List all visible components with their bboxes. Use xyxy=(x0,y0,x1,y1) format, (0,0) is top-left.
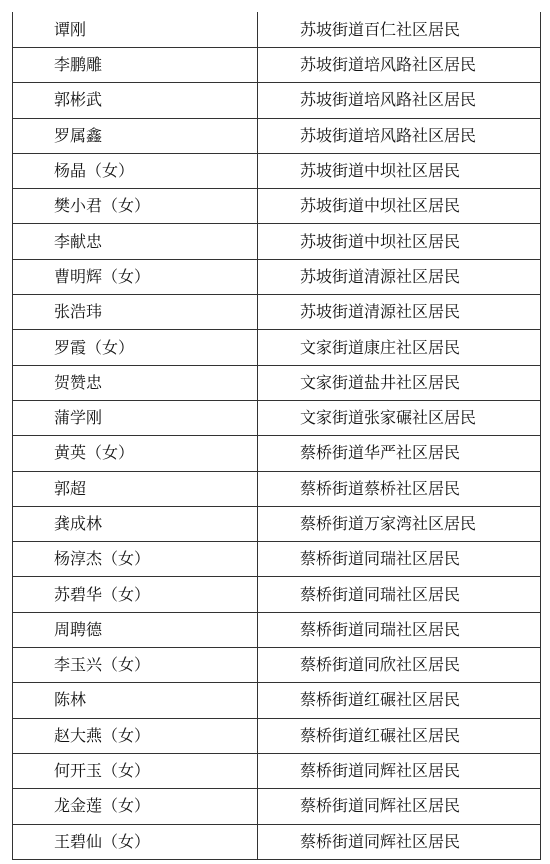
name-cell: 郭彬武 xyxy=(13,83,258,118)
name-cell: 郭超 xyxy=(13,471,258,506)
table-row xyxy=(13,753,541,788)
table-row xyxy=(13,400,541,435)
table-row xyxy=(13,118,541,153)
table-row xyxy=(13,224,541,259)
name-cell: 杨淳杰（女） xyxy=(13,542,258,577)
address-cell: 文家街道盐井社区居民 xyxy=(258,365,541,400)
roster-table-body xyxy=(13,12,541,859)
name-cell: 王碧仙（女） xyxy=(13,824,258,859)
name-cell: 黄英（女） xyxy=(13,436,258,471)
address-cell: 蔡桥街道同瑞社区居民 xyxy=(258,577,541,612)
name-cell: 曹明辉（女） xyxy=(13,259,258,294)
table-row xyxy=(13,506,541,541)
address-cell: 蔡桥街道万家湾社区居民 xyxy=(258,506,541,541)
name-cell: 罗霞（女） xyxy=(13,330,258,365)
name-cell: 李鹏雕 xyxy=(13,48,258,83)
address-cell: 苏坡街道培风路社区居民 xyxy=(258,83,541,118)
table-row xyxy=(13,789,541,824)
roster-table-container xyxy=(12,12,541,860)
address-cell: 蔡桥街道同辉社区居民 xyxy=(258,824,541,859)
table-row xyxy=(13,48,541,83)
table-row xyxy=(13,542,541,577)
table-row xyxy=(13,153,541,188)
name-cell: 贺赞忠 xyxy=(13,365,258,400)
table-row xyxy=(13,718,541,753)
address-cell: 蔡桥街道同欣社区居民 xyxy=(258,648,541,683)
address-cell: 蔡桥街道同瑞社区居民 xyxy=(258,542,541,577)
address-cell: 苏坡街道清源社区居民 xyxy=(258,295,541,330)
table-row xyxy=(13,824,541,859)
address-cell: 蔡桥街道红碾社区居民 xyxy=(258,683,541,718)
address-cell: 蔡桥街道同瑞社区居民 xyxy=(258,612,541,647)
name-cell: 蒲学刚 xyxy=(13,400,258,435)
address-cell: 苏坡街道清源社区居民 xyxy=(258,259,541,294)
name-cell: 赵大燕（女） xyxy=(13,718,258,753)
address-cell: 苏坡街道中坝社区居民 xyxy=(258,224,541,259)
table-row xyxy=(13,612,541,647)
table-row xyxy=(13,683,541,718)
address-cell: 苏坡街道中坝社区居民 xyxy=(258,189,541,224)
name-cell: 周聘德 xyxy=(13,612,258,647)
table-row xyxy=(13,295,541,330)
name-cell: 何开玉（女） xyxy=(13,753,258,788)
name-cell: 龙金莲（女） xyxy=(13,789,258,824)
name-cell: 陈林 xyxy=(13,683,258,718)
name-cell: 罗属鑫 xyxy=(13,118,258,153)
roster-table xyxy=(12,12,541,860)
address-cell: 蔡桥街道同辉社区居民 xyxy=(258,789,541,824)
name-cell: 张浩玮 xyxy=(13,295,258,330)
name-cell: 杨晶（女） xyxy=(13,153,258,188)
table-row xyxy=(13,365,541,400)
table-row xyxy=(13,83,541,118)
address-cell: 蔡桥街道红碾社区居民 xyxy=(258,718,541,753)
table-row xyxy=(13,648,541,683)
table-row xyxy=(13,12,541,48)
table-row xyxy=(13,330,541,365)
name-cell: 李献忠 xyxy=(13,224,258,259)
address-cell: 蔡桥街道蔡桥社区居民 xyxy=(258,471,541,506)
name-cell: 龚成林 xyxy=(13,506,258,541)
address-cell: 蔡桥街道华严社区居民 xyxy=(258,436,541,471)
address-cell: 蔡桥街道同辉社区居民 xyxy=(258,753,541,788)
table-row xyxy=(13,436,541,471)
name-cell: 李玉兴（女） xyxy=(13,648,258,683)
name-cell: 苏碧华（女） xyxy=(13,577,258,612)
table-row xyxy=(13,471,541,506)
address-cell: 文家街道康庄社区居民 xyxy=(258,330,541,365)
name-cell: 樊小君（女） xyxy=(13,189,258,224)
name-cell: 谭刚 xyxy=(13,12,258,48)
address-cell: 苏坡街道培风路社区居民 xyxy=(258,48,541,83)
address-cell: 苏坡街道百仁社区居民 xyxy=(258,12,541,48)
table-row xyxy=(13,189,541,224)
table-row xyxy=(13,577,541,612)
address-cell: 文家街道张家碾社区居民 xyxy=(258,400,541,435)
address-cell: 苏坡街道培风路社区居民 xyxy=(258,118,541,153)
address-cell: 苏坡街道中坝社区居民 xyxy=(258,153,541,188)
table-row xyxy=(13,259,541,294)
